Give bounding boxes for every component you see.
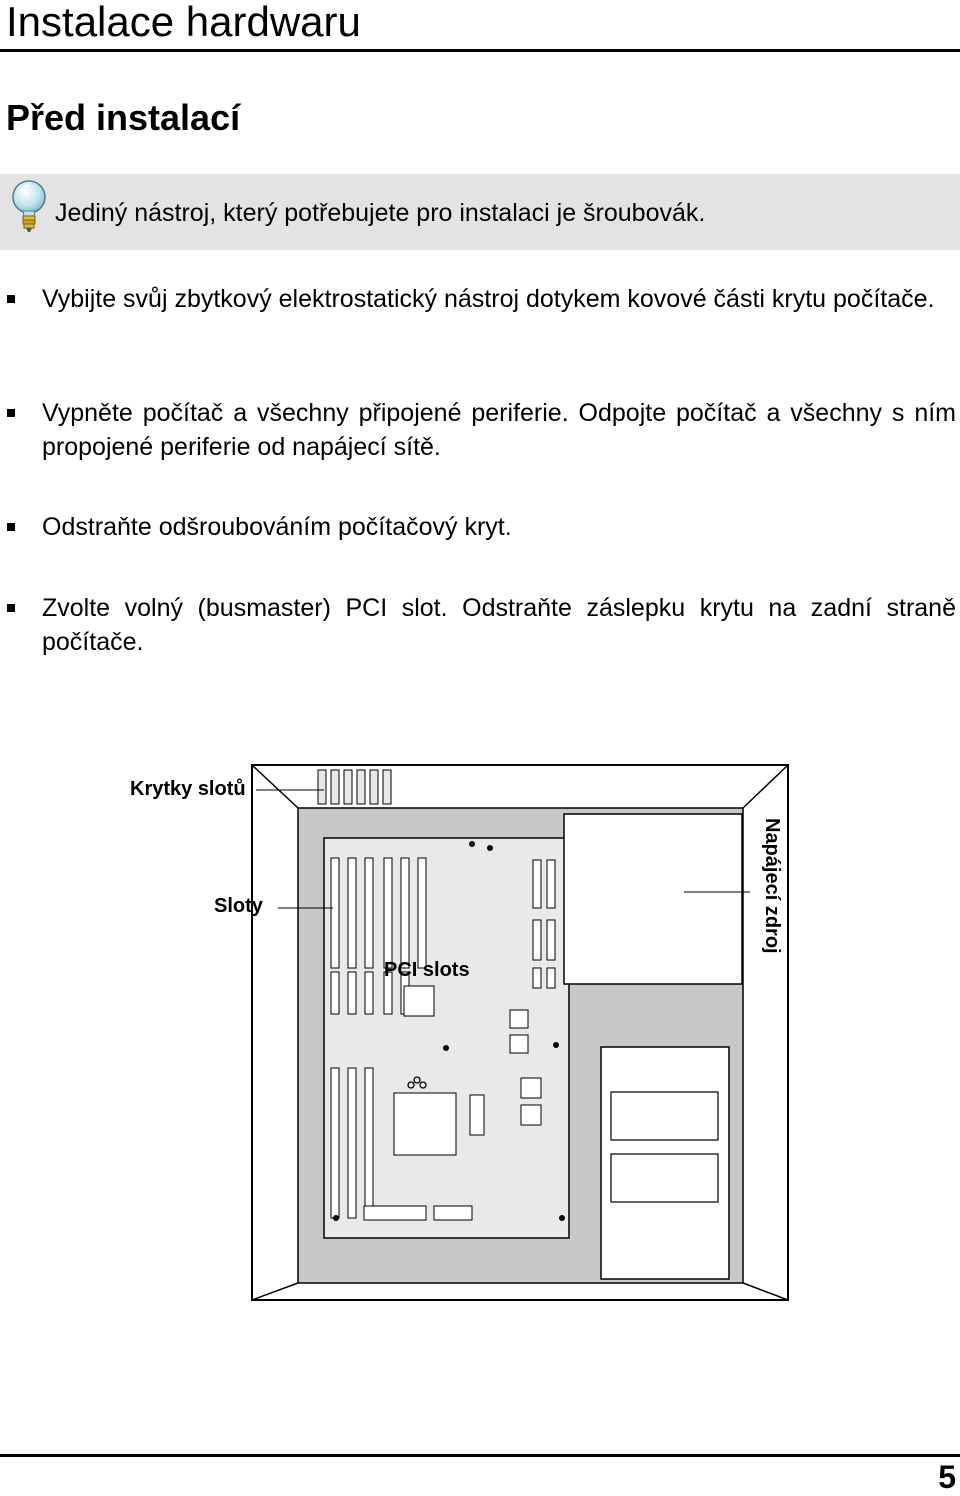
lightbulb-icon bbox=[8, 178, 50, 234]
section-title: Před instalací bbox=[6, 97, 241, 138]
label-slot-covers: Krytky slotů bbox=[130, 778, 246, 800]
pc-case-diagram bbox=[128, 760, 832, 1305]
bullet-square-icon bbox=[7, 409, 15, 417]
tip-text: Jediný nástroj, který potřebujete pro instalaci je šroubovák. bbox=[55, 199, 706, 227]
footer-rule bbox=[0, 1454, 960, 1457]
drive-bays bbox=[601, 1047, 729, 1279]
power-supply bbox=[564, 814, 742, 984]
bullet-square-icon bbox=[7, 523, 15, 531]
page-number: 5 bbox=[938, 1459, 956, 1495]
label-pci-slots: PCI slots bbox=[384, 959, 470, 981]
label-slots: Sloty bbox=[214, 895, 263, 917]
tip-box bbox=[0, 174, 960, 250]
heading-rule bbox=[0, 49, 960, 52]
bullet-square-icon bbox=[7, 604, 15, 612]
list-item-text: Vypněte počítač a všechny připojené periferie. Odpojte počítač a všechny s ním propojené periferie od napájecí sítě. bbox=[42, 399, 956, 461]
slots bbox=[331, 858, 373, 1014]
list-item-text: Vybijte svůj zbytkový elektrostatický nástroj dotykem kovové části krytu počítače. bbox=[42, 285, 935, 313]
bullet-square-icon bbox=[7, 295, 15, 303]
page-heading: Instalace hardwaru bbox=[6, 0, 361, 45]
list-item-text: Zvolte volný (busmaster) PCI slot. Odstraňte záslepku krytu na zadní straně počítače. bbox=[42, 594, 956, 656]
motherboard bbox=[324, 838, 569, 1238]
list-item-text: Odstraňte odšroubováním počítačový kryt. bbox=[42, 513, 512, 541]
label-power-supply: Napájecí zdroj bbox=[761, 818, 783, 954]
